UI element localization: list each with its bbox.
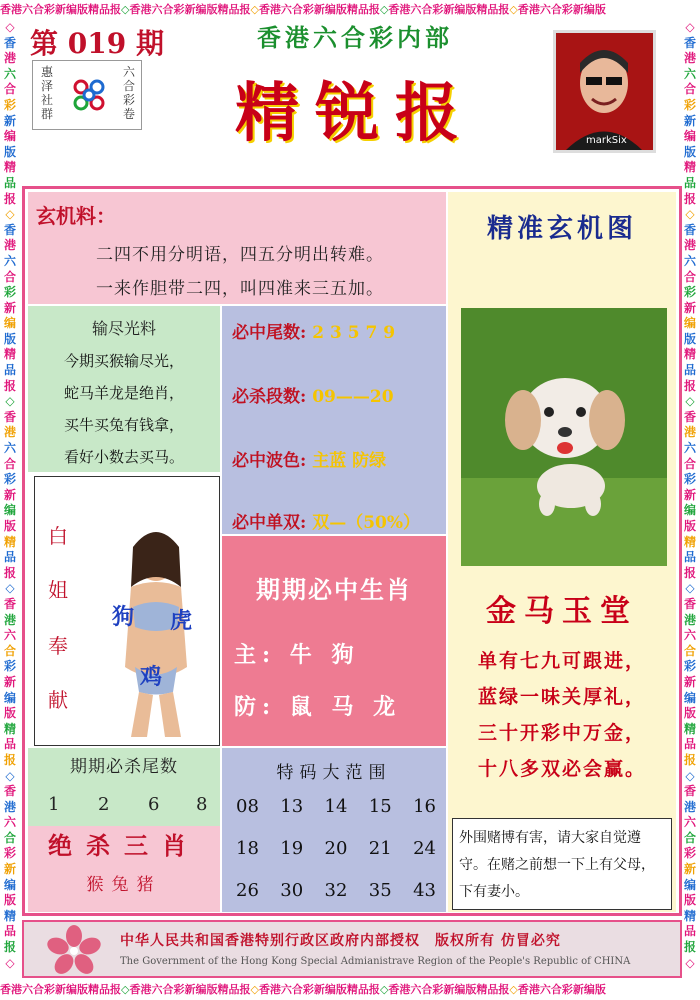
shawei-number-2: 2 — [98, 794, 110, 815]
side-char: 品 — [3, 550, 16, 565]
side-char: 港 — [683, 425, 696, 440]
side-char: 报 — [683, 378, 696, 393]
shujin-line-3: 买牛买兔有钱拿， — [63, 416, 184, 434]
side-char: 版 — [3, 144, 16, 159]
side-char: 编 — [683, 129, 696, 144]
bauhinia-icon — [46, 924, 102, 974]
side-char: 合 — [3, 456, 16, 471]
side-char: 港 — [3, 612, 16, 627]
shawei-number-1: 1 — [48, 794, 60, 815]
side-char: 合 — [683, 82, 696, 97]
tema-row-3 — [236, 880, 436, 901]
side-char: ◇ — [685, 20, 695, 34]
side-char: 编 — [683, 690, 696, 705]
juesha-title: 绝杀三肖 — [48, 831, 200, 860]
side-char: 六 — [3, 815, 16, 830]
side-char: 六 — [683, 815, 696, 830]
side-char: 彩 — [683, 285, 696, 300]
shawei-title: 期期必杀尾数 — [70, 757, 178, 777]
dog-photo — [461, 308, 667, 566]
poem-line-4: 十八多双必会赢。 — [477, 758, 646, 780]
side-char: 合 — [3, 269, 16, 284]
side-char: 品 — [683, 363, 696, 378]
side-char: 彩 — [683, 659, 696, 674]
logo-emblem-icon — [69, 75, 109, 115]
side-char: 合 — [683, 269, 696, 284]
side-char: 六 — [3, 441, 16, 456]
tema-row-2 — [236, 838, 436, 859]
side-char: 报 — [3, 752, 16, 767]
side-char: 彩 — [3, 285, 16, 300]
tema-number: 35 — [368, 880, 392, 901]
side-char: 品 — [3, 363, 16, 378]
baijie-char-3: 奉 — [48, 634, 68, 658]
side-char: 新 — [683, 300, 696, 315]
side-char: 彩 — [683, 97, 696, 112]
side-char: 版 — [3, 893, 16, 908]
side-char: ◇ — [685, 768, 695, 783]
side-char: 彩 — [683, 846, 696, 861]
side-char: 港 — [3, 425, 16, 440]
side-char: 版 — [3, 331, 16, 346]
tema-number: 26 — [236, 880, 259, 901]
bizhong-duan: 必杀段数: 09——20 — [232, 387, 394, 407]
side-char: 合 — [3, 82, 16, 97]
side-char: 报 — [3, 940, 16, 955]
bottom-banner: 香港六合彩新编版精品报◇香港六合彩新编版精品报◇香港六合彩新编版精品报◇香港六合彩新编版精品报◇香港六合彩新编版 — [0, 983, 606, 996]
shujin-line-2: 蛇马羊龙是绝肖， — [63, 384, 184, 402]
side-char: 精 — [683, 721, 696, 736]
side-char: 品 — [683, 924, 696, 939]
tema-number: 16 — [413, 796, 436, 817]
side-char: 合 — [3, 830, 16, 845]
side-char: 报 — [683, 565, 696, 580]
left-side-text — [1, 20, 19, 980]
side-char: 香 — [3, 596, 16, 611]
side-char: 香 — [3, 784, 16, 799]
side-char: 报 — [683, 940, 696, 955]
side-char: 新 — [3, 862, 16, 877]
tema-number: 18 — [236, 838, 259, 859]
zodiac-dog: 狗 — [112, 604, 135, 630]
portrait-photo — [553, 30, 656, 153]
side-char: 报 — [3, 565, 16, 580]
xuanji-title: 玄机料： — [36, 204, 116, 228]
side-char: 六 — [3, 628, 16, 643]
bizhong-bo: 必中波色: 主蓝 防绿 — [232, 451, 387, 471]
side-char: 报 — [3, 191, 16, 206]
tema-number: 08 — [236, 796, 259, 817]
side-char: 新 — [683, 113, 696, 128]
side-char: 版 — [3, 706, 16, 721]
side-char: 精 — [683, 347, 696, 362]
side-char: 品 — [3, 924, 16, 939]
tema-number: 14 — [324, 796, 348, 817]
tema-number: 15 — [368, 796, 392, 817]
side-char: 六 — [683, 253, 696, 268]
dog-image — [461, 308, 667, 566]
side-char: 精 — [3, 721, 16, 736]
side-char: 版 — [3, 519, 16, 533]
side-char: 香 — [683, 409, 696, 424]
side-char: 彩 — [3, 659, 16, 674]
side-char: 版 — [683, 519, 696, 533]
side-char: 版 — [683, 893, 696, 908]
side-char: ◇ — [5, 394, 15, 409]
side-char: 新 — [3, 487, 16, 502]
side-char: 编 — [3, 129, 16, 144]
xuanji-line-1: 二四不用分明语，四五分明出转难。 — [96, 245, 384, 265]
side-char: 精 — [3, 908, 16, 923]
side-char: 精 — [3, 534, 16, 549]
bizhong-wei: 必中尾数: 2 3 5 7 9 — [232, 323, 396, 343]
shujin-line-1: 今期买猴输尽光， — [63, 352, 184, 370]
side-char: 品 — [683, 175, 696, 190]
side-char: 香 — [683, 784, 696, 799]
side-char: 香 — [683, 35, 696, 50]
bizhong-dan: 必中单双: 双—（50%） — [232, 513, 421, 533]
side-char: 港 — [683, 51, 696, 66]
side-char: 六 — [683, 441, 696, 456]
right-side-text — [681, 20, 699, 980]
side-char: 编 — [683, 316, 696, 331]
shengxiao-guard: 防: 鼠 马 龙 — [234, 694, 402, 720]
side-char: 合 — [683, 456, 696, 471]
top-banner: 香港六合彩新编版精品报◇香港六合彩新编版精品报◇香港六合彩新编版精品报◇香港六合彩新编版精品报◇香港六合彩新编版 — [0, 3, 606, 16]
notice-box: 外围赌博有害，请大家自觉遵守。在赌之前想一下上有父母，下有妻小。 — [452, 818, 672, 910]
issue-number: 第 019 期 — [30, 27, 164, 60]
side-char: 精 — [3, 347, 16, 362]
side-char: 编 — [3, 316, 16, 331]
shengxiao-main: 主: 牛 狗 — [234, 642, 360, 668]
footer-chinese: 中华人民共和国香港特别行政区政府内部授权 版权所有 仿冒必究 — [120, 933, 561, 949]
side-char: 新 — [3, 300, 16, 315]
juesha-animals: 猴兔猪 — [86, 875, 162, 895]
side-char: 版 — [683, 331, 696, 346]
side-char: ◇ — [5, 768, 15, 783]
side-char: ◇ — [5, 581, 15, 596]
side-char: 六 — [3, 66, 16, 81]
side-char: 编 — [3, 877, 16, 892]
side-char: 精 — [683, 534, 696, 549]
jinma-title: 金马玉堂 — [486, 594, 638, 629]
side-char: 品 — [683, 737, 696, 752]
footer-english: The Government of the Hong Kong Special Admianistrave Region of the People's Republic of CHINA — [120, 956, 631, 967]
side-char: ◇ — [685, 581, 695, 596]
side-char: 新 — [683, 862, 696, 877]
tema-number: 13 — [280, 796, 304, 817]
side-char: 港 — [3, 238, 16, 253]
poem-line-3: 三十开彩中万金， — [477, 722, 646, 744]
side-char: 港 — [683, 612, 696, 627]
side-char: 港 — [683, 799, 696, 814]
side-char: 港 — [3, 51, 16, 66]
baijie-char-4: 献 — [48, 688, 68, 712]
side-char: 品 — [3, 737, 16, 752]
side-char: ◇ — [685, 955, 695, 970]
side-char: 香 — [683, 596, 696, 611]
shujin-line-4: 看好小数去买马。 — [63, 448, 184, 466]
shawei-number-4: 8 — [196, 794, 208, 815]
side-char: 彩 — [3, 472, 16, 487]
right-title: 精准玄机图 — [486, 214, 637, 244]
poem-line-1: 单有七九可跟进， — [477, 650, 646, 672]
side-char: 编 — [683, 877, 696, 892]
portrait-label: markSix — [586, 135, 627, 146]
side-char: ◇ — [5, 20, 15, 34]
tema-number: 43 — [413, 880, 436, 901]
tema-number: 20 — [324, 838, 348, 859]
side-char: 编 — [3, 503, 16, 518]
side-char: 香 — [3, 409, 16, 424]
side-char: 六 — [683, 66, 696, 81]
side-char: 彩 — [3, 846, 16, 861]
zodiac-tiger: 虎 — [170, 608, 193, 634]
side-char: ◇ — [5, 207, 15, 222]
tema-title: 特码大范围 — [276, 763, 392, 783]
logo-left-text: 惠泽社群 — [40, 65, 53, 121]
side-char: 新 — [3, 674, 16, 689]
tema-number: 19 — [280, 838, 304, 859]
side-char: 香 — [3, 222, 16, 237]
side-char: 彩 — [683, 472, 696, 487]
side-char: ◇ — [5, 955, 15, 970]
side-char: 新 — [683, 674, 696, 689]
side-char: 编 — [3, 690, 16, 705]
side-char: 合 — [683, 643, 696, 658]
poem-line-2: 蓝绿一味关厚礼， — [477, 686, 646, 708]
baijie-char-1: 白 — [48, 524, 68, 548]
side-char: 六 — [683, 628, 696, 643]
logo-right-text: 六合彩卷 — [122, 65, 135, 121]
side-char: 六 — [3, 253, 16, 268]
side-char: 精 — [683, 908, 696, 923]
side-char: 报 — [3, 378, 16, 393]
side-char: 版 — [683, 144, 696, 159]
side-char: 品 — [3, 175, 16, 190]
shujin-title: 输尽光料 — [91, 319, 156, 338]
shengxiao-title: 期期必中生肖 — [256, 575, 412, 604]
side-char: 彩 — [3, 97, 16, 112]
side-char: 版 — [683, 706, 696, 721]
baijie-char-2: 姐 — [48, 578, 68, 602]
portrait-image — [556, 33, 653, 150]
side-char: 港 — [683, 238, 696, 253]
side-char: 报 — [683, 752, 696, 767]
tema-number: 21 — [368, 838, 392, 859]
side-char: 香 — [3, 35, 16, 50]
side-char: 新 — [683, 487, 696, 502]
tema-number: 24 — [413, 838, 436, 859]
zodiac-rooster: 鸡 — [140, 664, 163, 690]
side-char: 精 — [3, 160, 16, 175]
side-char: 编 — [683, 503, 696, 518]
tema-number: 32 — [324, 880, 348, 901]
side-char: ◇ — [685, 394, 695, 409]
logo-box — [32, 60, 142, 130]
side-char: 精 — [683, 160, 696, 175]
main-title: 精锐报 — [235, 76, 475, 151]
side-char: 合 — [3, 643, 16, 658]
tema-number: 30 — [280, 880, 304, 901]
xuanji-line-2: 一来作胆带二四，叫四准来三五加。 — [96, 279, 384, 299]
top-title: 香港六合彩内部 — [257, 23, 453, 52]
side-char: 香 — [683, 222, 696, 237]
side-char: 合 — [683, 830, 696, 845]
tema-row-1 — [236, 796, 436, 817]
shawei-number-3: 6 — [148, 794, 160, 815]
side-char: 港 — [3, 799, 16, 814]
side-char: ◇ — [685, 207, 695, 222]
side-char: 新 — [3, 113, 16, 128]
side-char: 品 — [683, 550, 696, 565]
side-char: 报 — [683, 191, 696, 206]
